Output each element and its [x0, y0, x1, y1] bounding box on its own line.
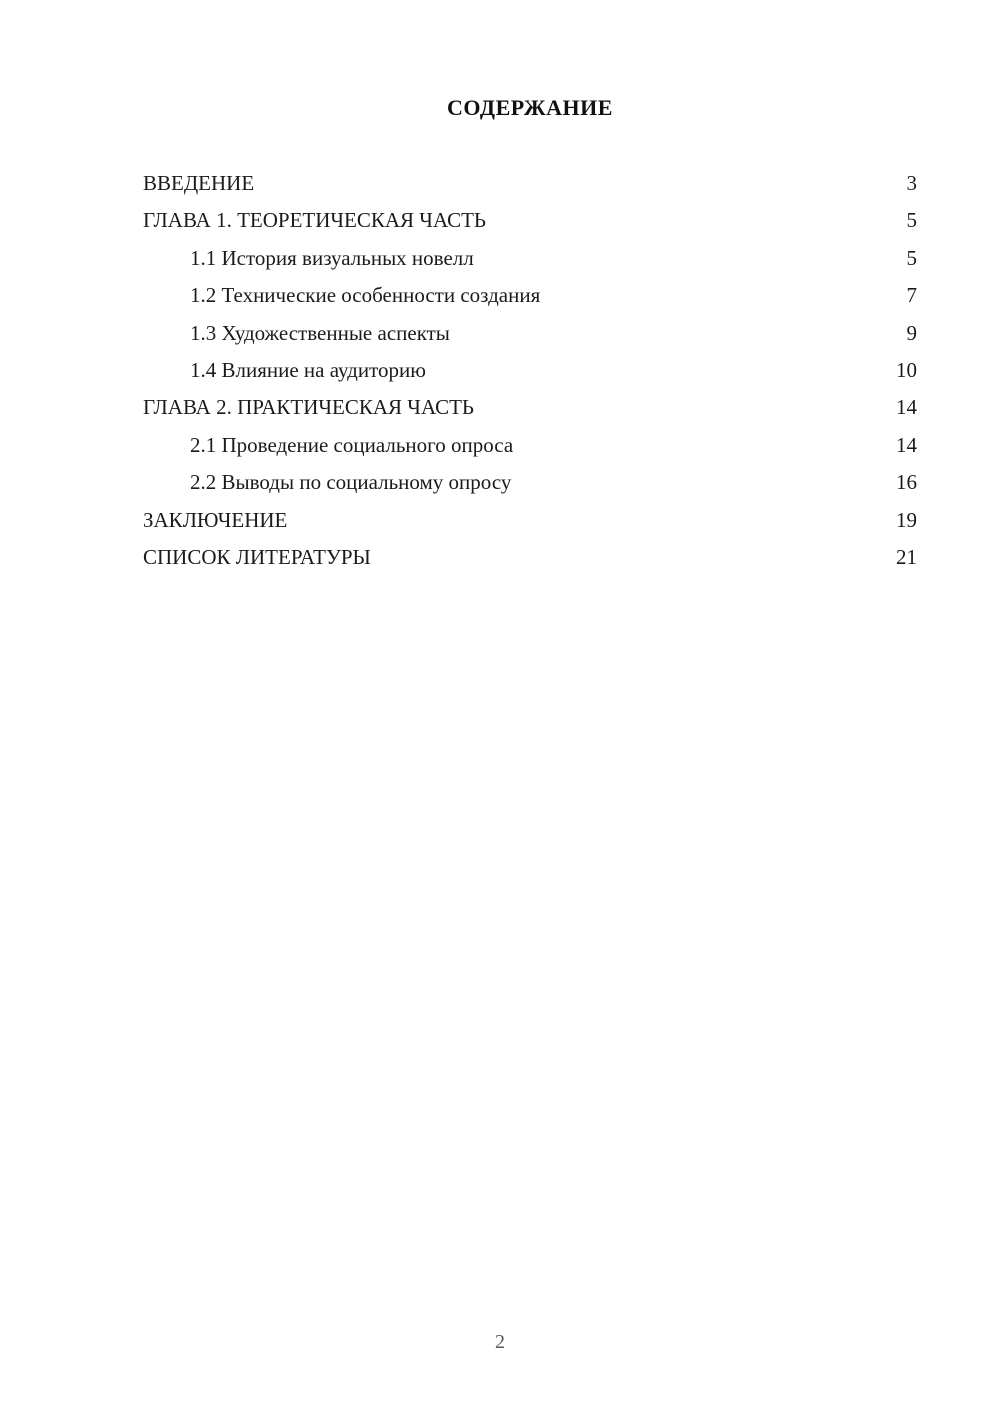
toc-entry-page-number: 7 [906, 283, 917, 308]
page-title: СОДЕРЖАНИЕ [447, 95, 613, 120]
toc-entry-label: 1.1 История визуальных новелл [190, 245, 474, 270]
toc-entry [143, 277, 917, 314]
toc-entry-label: ГЛАВА 1. ТЕОРЕТИЧЕСКАЯ ЧАСТЬ [143, 208, 486, 233]
page-number: 2 [495, 1331, 505, 1353]
toc-entry [143, 165, 917, 202]
toc-entry-page-number: 21 [896, 544, 917, 569]
toc-entry-label: ВВЕДЕНИЕ [143, 171, 255, 195]
toc-entry [143, 202, 917, 239]
toc-entry-page-number: 3 [906, 171, 917, 195]
toc-list [143, 165, 917, 576]
toc-entry-page-number: 19 [896, 507, 917, 532]
toc-entry-label: 2.1 Проведение социального опроса [190, 432, 514, 457]
toc-entry-label: 2.2 Выводы по социальному опросу [190, 470, 512, 495]
toc-entry [143, 352, 917, 389]
toc-entry [143, 427, 917, 464]
toc-entry [143, 539, 917, 576]
toc-entry-page-number: 16 [896, 470, 917, 495]
content-column [143, 0, 917, 576]
toc-entry [143, 389, 917, 426]
toc-entry [143, 502, 917, 539]
toc-entry-page-number: 5 [906, 208, 917, 233]
toc-entry-page-number: 9 [906, 320, 917, 345]
toc-entry [143, 240, 917, 277]
toc-entry-label: 1.2 Технические особенности создания [190, 283, 541, 308]
toc-entry [143, 315, 917, 352]
toc-entry-label: 1.4 Влияние на аудиторию [190, 357, 426, 382]
toc-entry-page-number: 10 [896, 357, 917, 382]
toc-entry-page-number: 14 [896, 395, 917, 420]
toc-entry-page-number: 14 [896, 432, 917, 457]
toc-entry-label: ЗАКЛЮЧЕНИЕ [143, 507, 288, 532]
toc-entry [143, 464, 917, 501]
toc-entry-label: СПИСОК ЛИТЕРАТУРЫ [143, 544, 371, 569]
toc-entry-page-number: 5 [906, 245, 917, 270]
toc-entry-label: ГЛАВА 2. ПРАКТИЧЕСКАЯ ЧАСТЬ [143, 395, 474, 420]
toc-entry-label: 1.3 Художественные аспекты [190, 320, 450, 345]
